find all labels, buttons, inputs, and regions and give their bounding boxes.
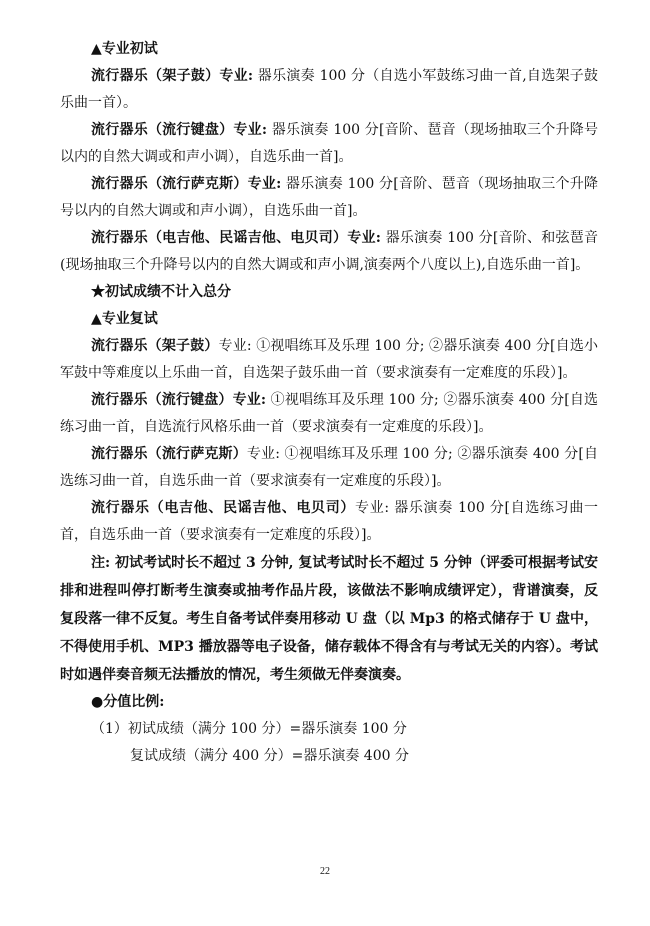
retest-drum-text: 专业: ①视唱练耳及乐理 100 分; ②器乐演奏 400 分[自选小军鼓中等难度以上乐曲一首，自选架子鼓乐曲一首（要求演奏有一定难度的乐段）]。 xyxy=(60,338,598,381)
prelim-guitar-text: 器乐演奏 100 分[音阶、和弦琶音(现场抽取三个升降号以内的自然大调或和声小调,演奏两个八度以上),自选乐曲一首]。 xyxy=(60,230,598,273)
retest-keyboard-label: 流行器乐（流行键盘）专业: xyxy=(91,392,267,408)
prelim-drum-paragraph xyxy=(60,63,598,117)
prelim-keyboard-text: 器乐演奏 100 分[音阶、琶音（现场抽取三个升降号以内的自然大调或和声小调），自选乐曲一首]。 xyxy=(60,122,598,165)
prelim-guitar-label: 流行器乐（电吉他、民谣吉他、电贝司）专业: xyxy=(91,230,381,246)
retest-keyboard-text: ①视唱练耳及乐理 100 分; ②器乐演奏 400 分[自选练习曲一首，自选流行风格乐曲一首（要求演奏有一定难度的乐段）]。 xyxy=(60,392,598,435)
retest-sax-text: 专业: ①视唱练耳及乐理 100 分; ②器乐演奏 400 分[自选练习曲一首，自选乐曲一首（要求演奏有一定难度的乐段）]。 xyxy=(60,446,598,489)
prelim-sax-text: 器乐演奏 100 分[音阶、琶音（现场抽取三个升降号以内的自然大调或和声小调），自选乐曲一首]。 xyxy=(60,176,598,219)
retest-sax-paragraph xyxy=(60,441,598,495)
ratio-line-prelim: （1）初试成绩（满分 100 分）=器乐演奏 100 分 xyxy=(91,721,407,737)
retest-drum-paragraph xyxy=(60,333,598,387)
retest-guitar-text: 专业: 器乐演奏 100 分[自选练习曲一首，自选乐曲一首（要求演奏有一定难度的乐段）]。 xyxy=(60,500,598,543)
document-page xyxy=(60,36,598,770)
prelim-drum-label: 流行器乐（架子鼓）专业: xyxy=(91,68,254,84)
prelim-keyboard-paragraph xyxy=(60,117,598,171)
prelim-sax-label: 流行器乐（流行萨克斯）专业: xyxy=(91,176,282,192)
ratio-heading: ●分值比例: xyxy=(91,694,165,710)
prelim-heading: ▲专业初试 xyxy=(91,41,158,57)
ratio-line-retest: 复试成绩（满分 400 分）=器乐演奏 400 分 xyxy=(130,748,409,764)
prelim-guitar-paragraph xyxy=(60,225,598,279)
retest-heading: ▲专业复试 xyxy=(91,311,158,327)
exam-note: 注: 初试考试时长不超过 3 分钟, 复试考试时长不超过 5 分钟（评委可根据考试安排和进程叫停打断考生演奏或抽考作品片段，该做法不影响成绩评定），背谱演奏，反复段落一律不反复。考生自备考试伴奏用移动 U 盘（以 Mp3 的格式储存于 U 盘中，不得使用手机、MP3 播放器等电子设备，储存载体不得含有与考试无关的内容）。考试时如遇伴奏音频无法播放的情况，考生须做无伴奏演奏。 xyxy=(60,555,598,683)
retest-drum-label: 流行器乐（架子鼓） xyxy=(91,338,219,354)
prelim-note: ★初试成绩不计入总分 xyxy=(91,284,231,300)
retest-guitar-label: 流行器乐（电吉他、民谣吉他、电贝司） xyxy=(91,500,356,516)
prelim-drum-text: 器乐演奏 100 分（自选小军鼓练习曲一首,自选架子鼓乐曲一首）。 xyxy=(60,68,598,111)
retest-guitar-paragraph xyxy=(60,495,598,549)
page-number: 22 xyxy=(320,866,330,877)
retest-sax-label: 流行器乐（流行萨克斯） xyxy=(91,446,247,462)
retest-keyboard-paragraph xyxy=(60,387,598,441)
prelim-keyboard-label: 流行器乐（流行键盘）专业: xyxy=(91,122,268,138)
prelim-sax-paragraph xyxy=(60,171,598,225)
